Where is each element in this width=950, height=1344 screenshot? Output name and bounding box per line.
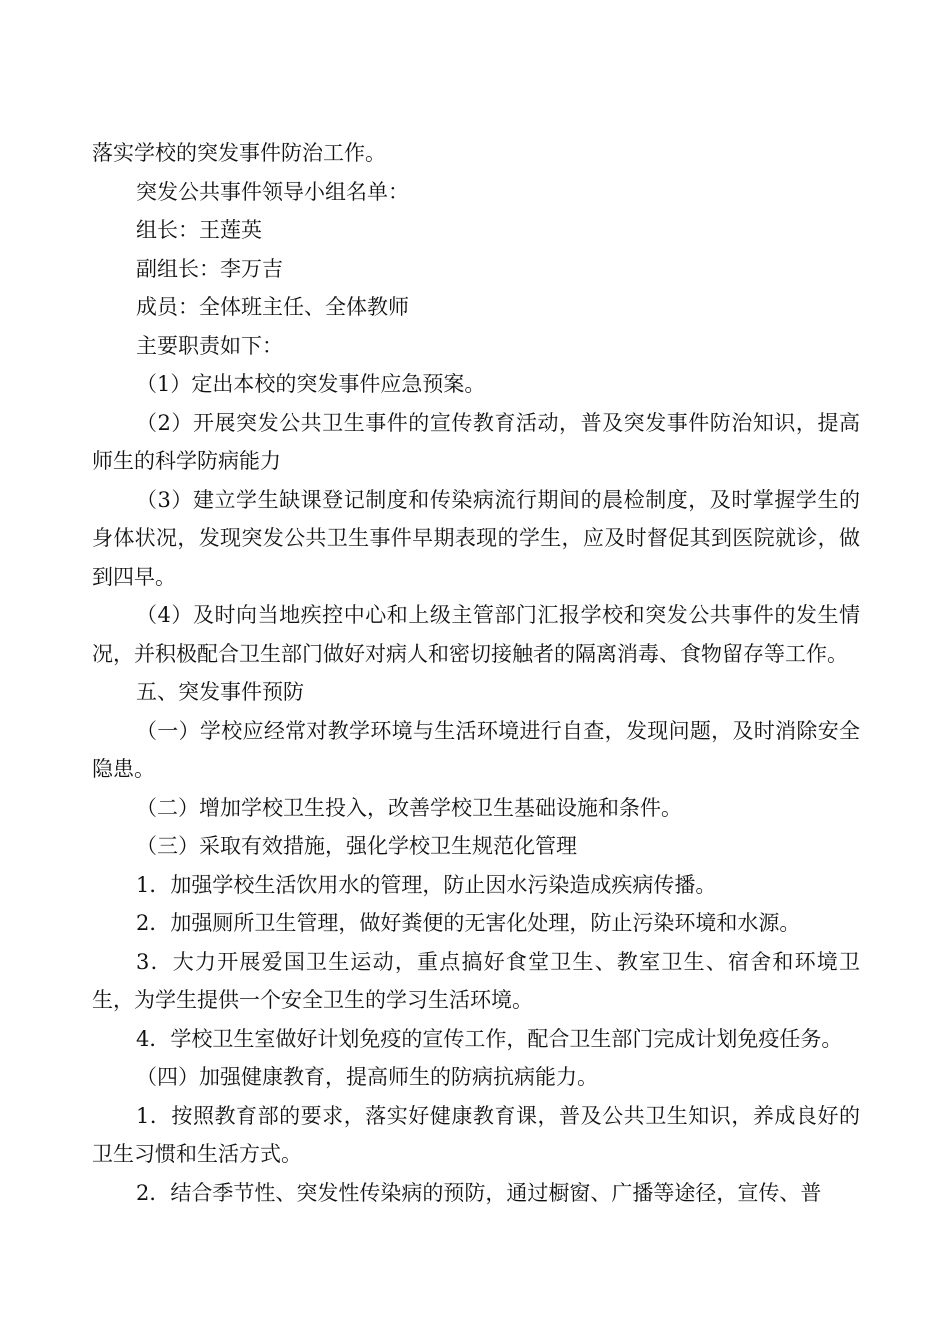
paragraph-14: （三）采取有效措施，强化学校卫生规范化管理 [136,834,577,858]
paragraph-13: （二）增加学校卫生投入，改善学校卫生基础设施和条件。 [136,795,682,820]
paragraph-2: 突发公共事件领导小组名单： [136,179,409,204]
paragraph-15: 1．加强学校生活饮用水的管理，防止因水污染造成疾病传播。 [136,872,717,897]
paragraph-18: 4．学校卫生室做好计划免疫的宣传工作，配合卫生部门完成计划免疫任务。 [136,1026,843,1051]
paragraph-7: （1）定出本校的突发事件应急预案。 [136,372,486,396]
paragraph-16: 2．加强厕所卫生管理，做好粪便的无害化处理，防止污染环境和水源。 [136,911,801,935]
paragraph-6: 主要职责如下： [136,333,283,358]
paragraph-9: （3）建立学生缺课登记制度和传染病流行期间的晨检制度，及时掌握学生的身体状况，发现突发公共卫生事件早期表现的学生，应及时督促其到医院就诊，做到四早。 [92,487,860,589]
paragraph-11: 五、突发事件预防 [136,680,304,704]
paragraph-10: （4）及时向当地疾控中心和上级主管部门汇报学校和突发公共事件的发生情况，并积极配合卫生部门做好对病人和密切接触者的隔离消毒、食物留存等工作。 [92,603,860,666]
document-body [92,134,860,1212]
paragraph-19: （四）加强健康教育，提高师生的防病抗病能力。 [136,1065,598,1089]
paragraph-17: 3．大力开展爱国卫生运动，重点搞好食堂卫生、教室卫生、宿舍和环境卫生，为学生提供一个安全卫生的学习生活环境。 [92,949,860,1012]
paragraph-21: 2．结合季节性、突发性传染病的预防，通过橱窗、广播等途径，宣传、普 [136,1180,822,1205]
paragraph-20: 1．按照教育部的要求，落实好健康教育课，普及公共卫生知识，养成良好的卫生习惯和生活方式。 [92,1103,860,1166]
paragraph-5: 成员：全体班主任、全体教师 [136,295,409,319]
paragraph-1: 落实学校的突发事件防治工作。 [92,141,386,165]
paragraph-12: （一）学校应经常对教学环境与生活环境进行自查，发现问题，及时消除安全隐患。 [92,718,860,781]
paragraph-3: 组长：王莲英 [136,218,262,242]
paragraph-4: 副组长：李万吉 [136,256,283,281]
paragraph-8: （2）开展突发公共卫生事件的宣传教育活动，普及突发事件防治知识，提高师生的科学防病能力 [92,410,860,473]
